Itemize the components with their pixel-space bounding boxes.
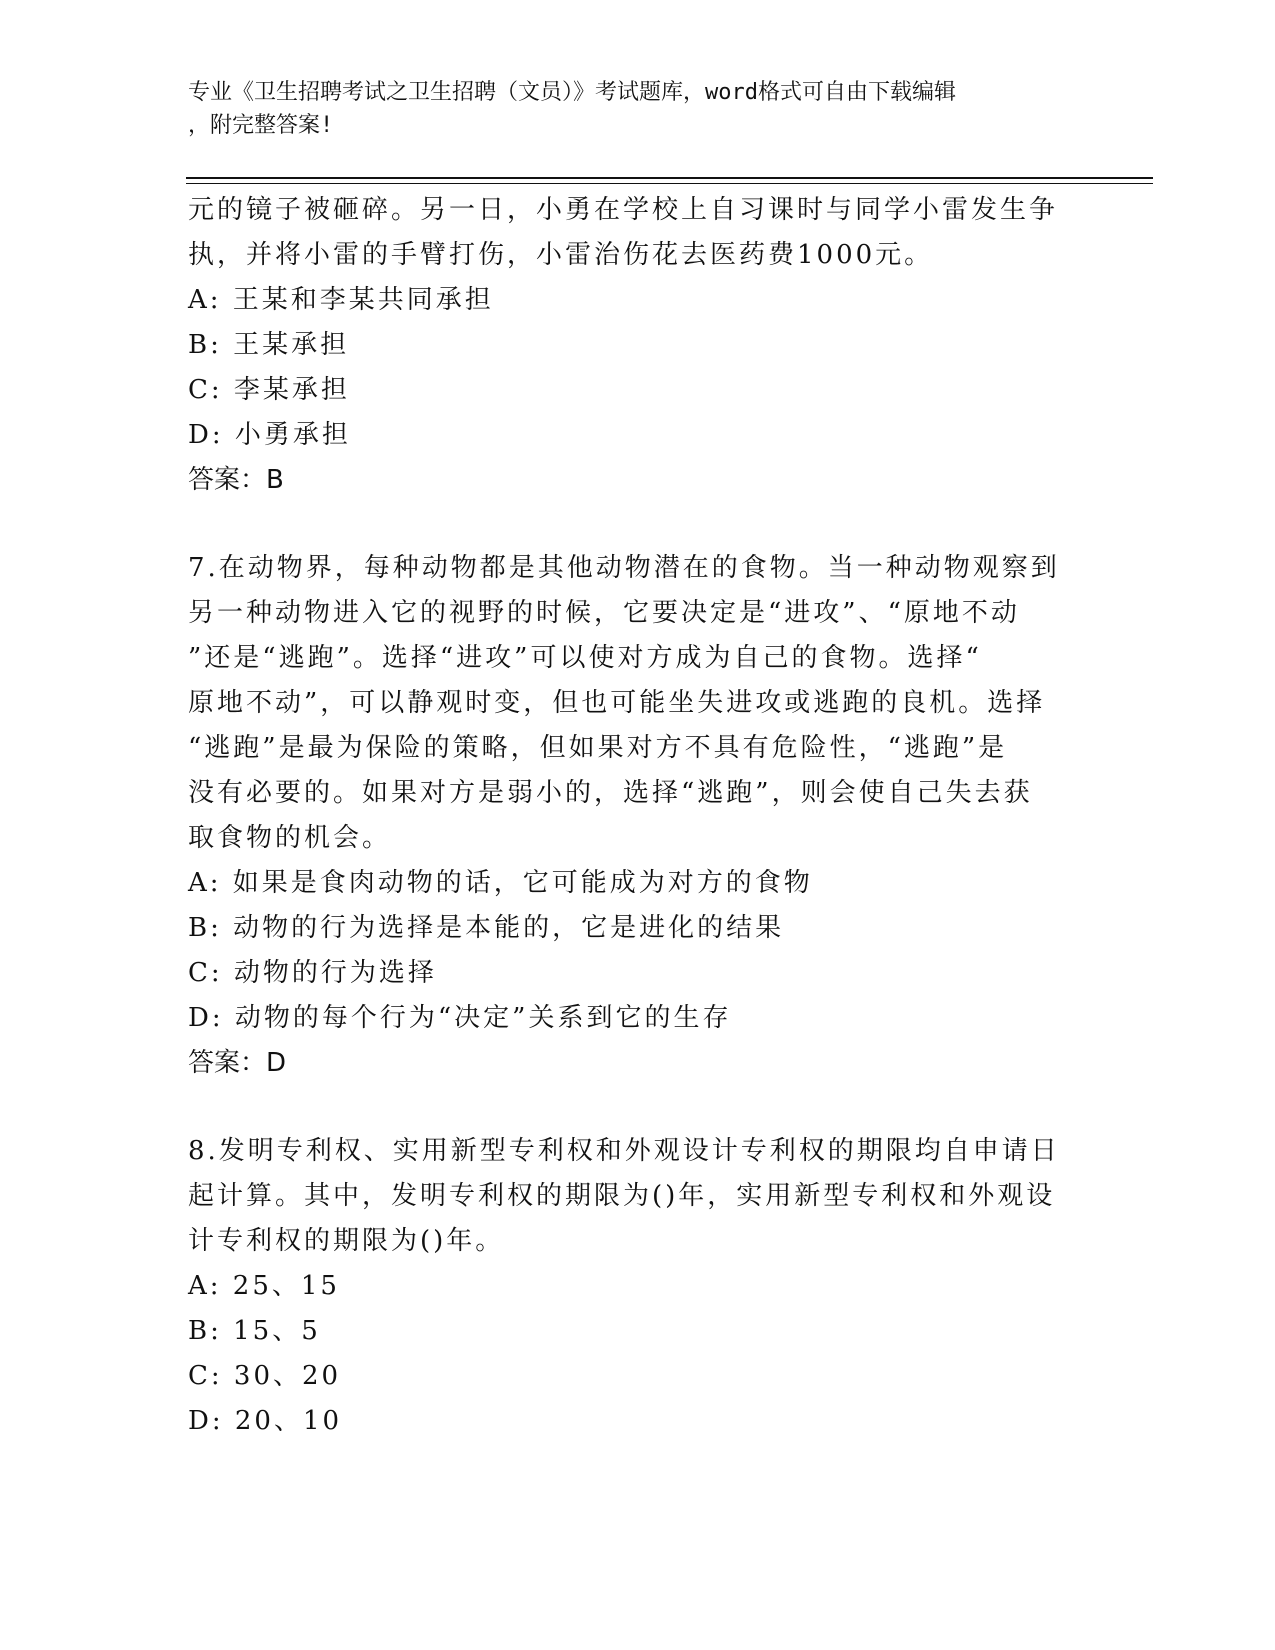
question-8-stem-line-3: 计专利权的期限为()年。 — [188, 1226, 505, 1256]
question-7-option-b: B: 动物的行为选择是本能的，它是进化的结果 — [188, 913, 785, 943]
question-6-stem-line-2: 执，并将小雷的手臂打伤，小雷治伤花去医药费1000元。 — [188, 240, 934, 270]
question-6-answer: 答案：B — [188, 465, 284, 495]
question-spacer — [188, 1086, 1068, 1129]
question-7-stem-line-3: ”还是“逃跑”。选择“进攻”可以使对方成为自己的食物。选择“ — [188, 643, 982, 673]
question-6-stem-line-1: 元的镜子被砸碎。另一日，小勇在学校上自习课时与同学小雷发生争 — [188, 195, 1059, 225]
question-8-stem-line-2: 起计算。其中，发明专利权的期限为()年，实用新型专利权和外观设 — [188, 1181, 1056, 1211]
question-8-option-d: D: 20、10 — [188, 1406, 343, 1436]
question-7-option-c: C: 动物的行为选择 — [188, 958, 437, 988]
question-8-option-c: C: 30、20 — [188, 1361, 342, 1391]
question-7-option-a: A: 如果是食肉动物的话，它可能成为对方的食物 — [188, 868, 813, 898]
question-7-stem-line-7: 取食物的机会。 — [188, 823, 392, 853]
document-header — [188, 76, 1068, 142]
question-7 — [188, 546, 1068, 1086]
question-7-option-d: D: 动物的每个行为“决定”关系到它的生存 — [188, 1003, 732, 1033]
question-7-stem-line-5: “逃跑”是最为保险的策略，但如果对方不具有危险性，“逃跑”是 — [188, 733, 1008, 763]
question-8-option-b: B: 15、5 — [188, 1316, 321, 1346]
header-line-2: ，附完整答案! — [188, 113, 334, 138]
question-8-stem-line-1: 8.发明专利权、实用新型专利权和外观设计专利权的期限均自申请日 — [188, 1136, 1060, 1166]
question-7-stem-line-6: 没有必要的。如果对方是弱小的，选择“逃跑”，则会使自己失去获 — [188, 778, 1033, 808]
question-6-option-d: D: 小勇承担 — [188, 420, 351, 450]
header-divider-thin — [186, 183, 1153, 184]
question-content — [188, 188, 1068, 1444]
header-line-1: 专业《卫生招聘考试之卫生招聘（文员）》考试题库，word格式可自由下载编辑 — [188, 80, 956, 105]
question-7-stem-line-4: 原地不动”，可以静观时变，但也可能坐失进攻或逃跑的良机。选择 — [188, 688, 1046, 718]
header-divider-thick — [186, 177, 1153, 179]
question-7-stem-line-2: 另一种动物进入它的视野的时候，它要决定是“进攻”、“原地不动 — [188, 598, 1020, 628]
question-6-option-b: B: 王某承担 — [188, 330, 350, 360]
question-7-stem-line-1: 7.在动物界，每种动物都是其他动物潜在的食物。当一种动物观察到 — [188, 553, 1060, 583]
question-8 — [188, 1129, 1068, 1444]
question-spacer — [188, 503, 1068, 546]
question-6-option-a: A: 王某和李某共同承担 — [188, 285, 494, 315]
question-6-option-c: C: 李某承担 — [188, 375, 350, 405]
question-6 — [188, 188, 1068, 503]
question-7-answer: 答案：D — [188, 1048, 287, 1078]
question-8-option-a: A: 25、15 — [188, 1271, 340, 1301]
